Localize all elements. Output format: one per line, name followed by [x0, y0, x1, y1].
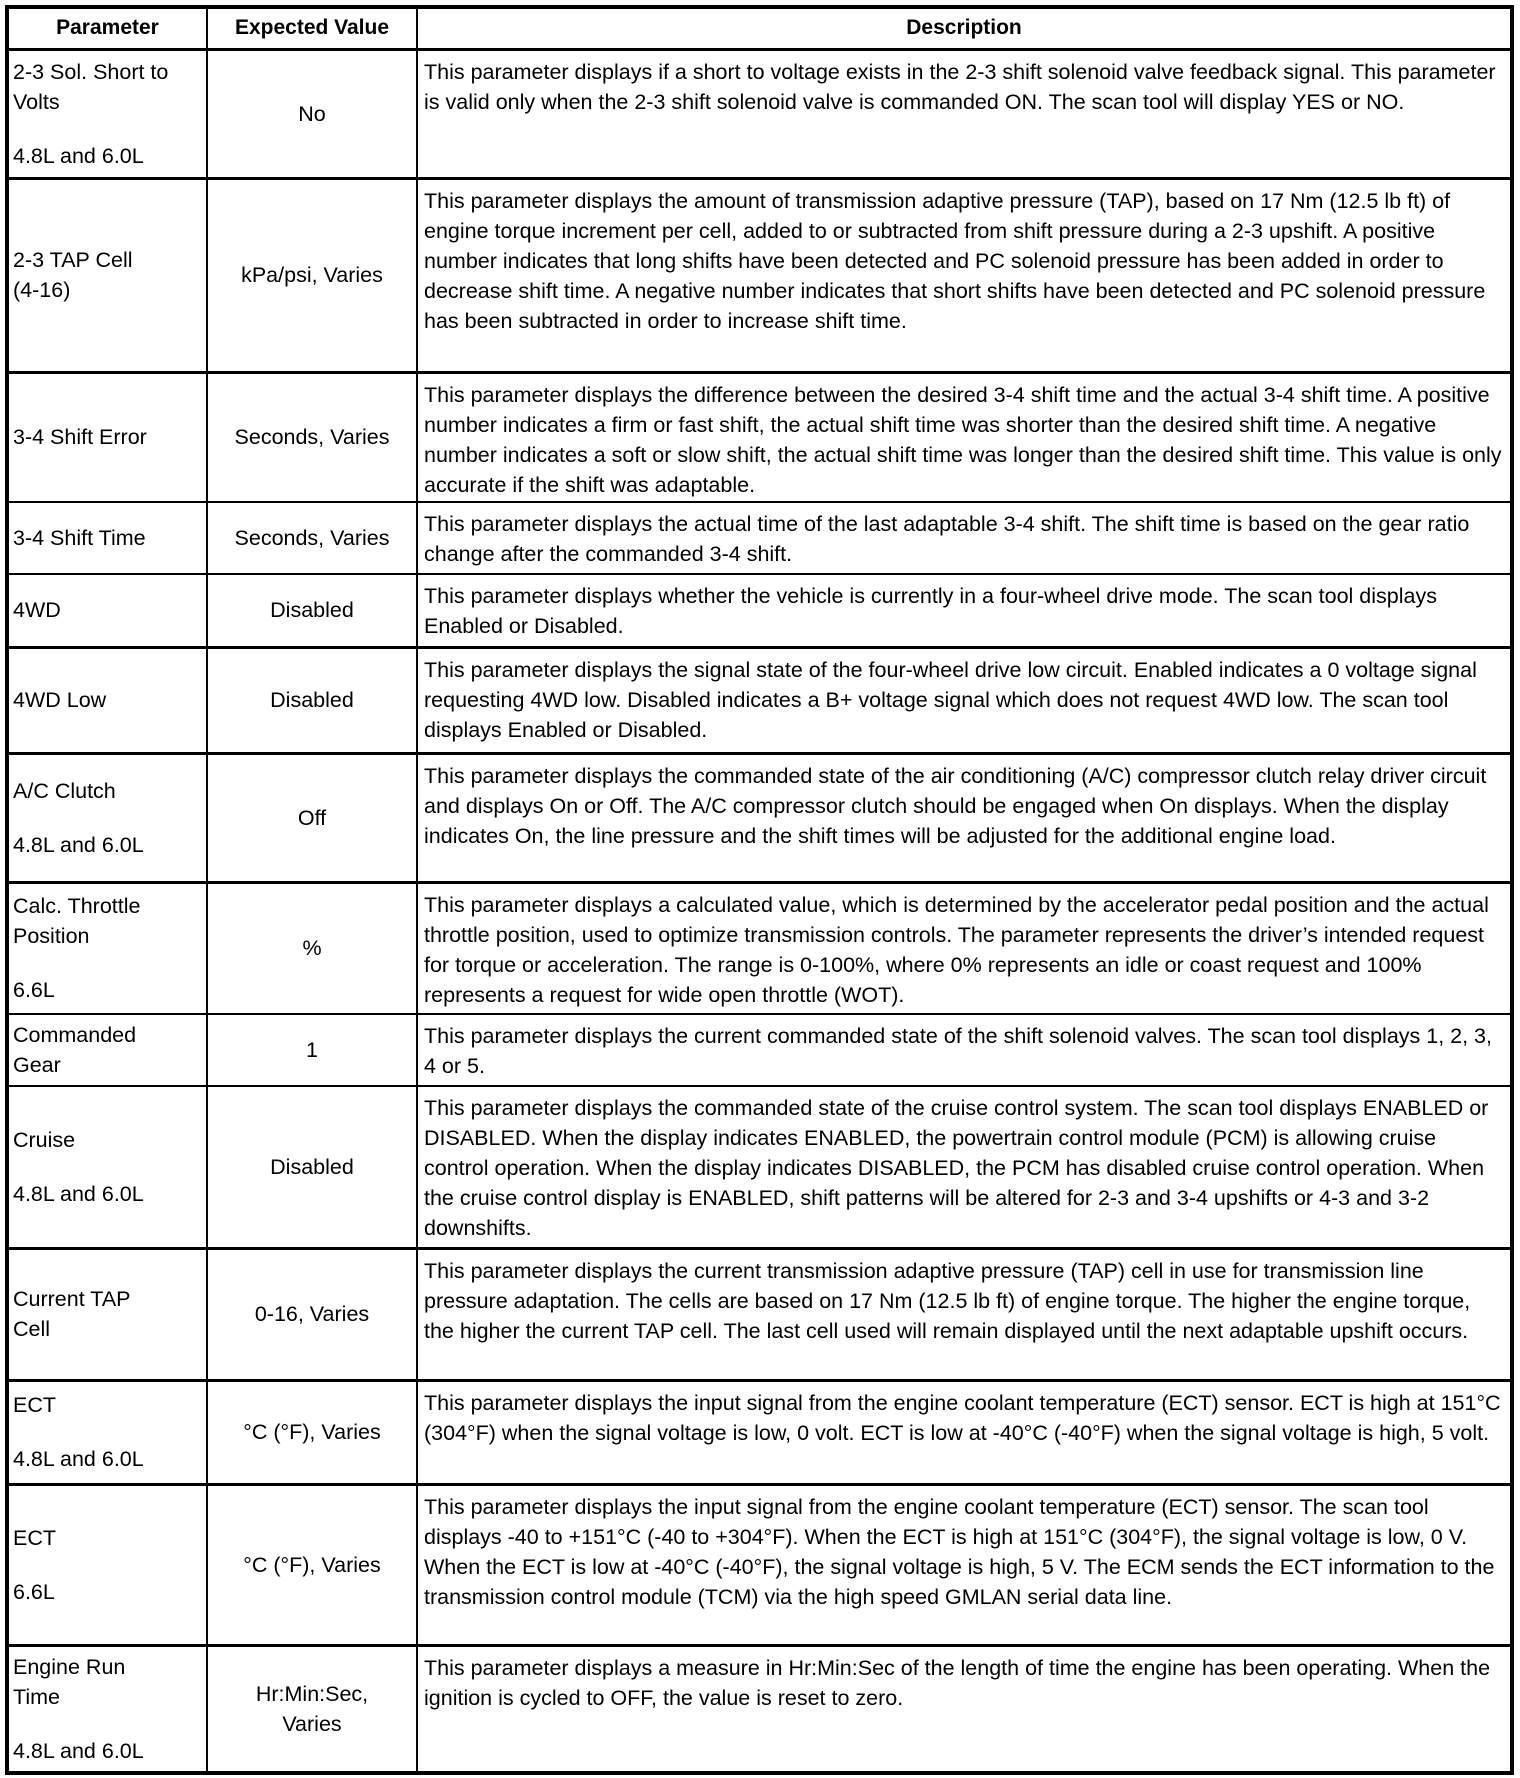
header-row	[7, 7, 1512, 49]
parameter-name: 3-4 Shift Time	[13, 526, 146, 550]
parameter-name: 4WD	[13, 598, 61, 623]
parameter-name: ECT	[13, 1525, 56, 1550]
parameter-name: Calc. Throttle Position	[13, 894, 141, 949]
parameter-name: ECT	[13, 1393, 56, 1417]
expected-value-cell: 0-16, Varies	[207, 1248, 417, 1380]
parameter-cell	[7, 647, 207, 753]
parameter-name: Commanded Gear	[13, 1023, 137, 1077]
description-cell: This parameter displays the current transmission adaptive pressure (TAP) cell in use for transmission line pressure adaptation. The cells are based on 17 Nm (12.5 lb ft) of engine torque. The higher the engine torque, the higher the current TAP cell. The last cell used will remain displayed until the next adaptable upshift occurs.	[417, 1248, 1512, 1380]
table-row	[7, 1086, 1512, 1248]
table-row	[7, 1014, 1512, 1086]
description-cell: This parameter displays whether the vehicle is currently in a four-wheel drive mode. The scan tool displays Enabled or Disabled.	[417, 574, 1512, 647]
engine-applicability: 6.6L	[13, 978, 55, 1003]
expected-value-cell: °C (°F), Varies	[207, 1380, 417, 1484]
parameter-cell	[7, 753, 207, 882]
description-cell: This parameter displays the commanded state of the air conditioning (A/C) compressor clutch relay driver circuit and displays On or Off. The A/C compressor clutch should be engaged when On displays. When the display indicates On, the line pressure and the shift times will be adjusted for the additional engine load.	[417, 753, 1512, 882]
header-parameter: Parameter	[7, 7, 207, 49]
description-cell: This parameter displays a measure in Hr:Min:Sec of the length of time the engine has been operating. When the ignition is cycled to OFF, the value is reset to zero.	[417, 1645, 1512, 1773]
description-cell: This parameter displays the signal state of the four-wheel drive low circuit. Enabled indicates a 0 voltage signal requesting 4WD low. Disabled indicates a B+ voltage signal which does not request 4WD low. The scan tool displays Enabled or Disabled.	[417, 647, 1512, 753]
description-cell: This parameter displays if a short to voltage exists in the 2-3 shift solenoid valve feedback signal. This parameter is valid only when the 2-3 shift solenoid valve is commanded ON. The scan tool will display YES or NO.	[417, 49, 1512, 178]
parameter-cell	[7, 1248, 207, 1380]
parameter-table	[5, 5, 1514, 1775]
expected-value-cell: %	[207, 882, 417, 1014]
expected-value-cell: 1	[207, 1014, 417, 1086]
table-row	[7, 502, 1512, 574]
parameter-name: Engine Run Time	[13, 1654, 126, 1709]
table-row	[7, 372, 1512, 502]
parameter-name: 4WD Low	[13, 688, 107, 712]
expected-value-cell: No	[207, 49, 417, 178]
table-row	[7, 574, 1512, 647]
table-row	[7, 1380, 1512, 1484]
table-row	[7, 753, 1512, 882]
parameter-cell	[7, 1014, 207, 1086]
description-cell: This parameter displays the actual time of the last adaptable 3-4 shift. The shift time is based on the gear ratio change after the commanded 3-4 shift.	[417, 502, 1512, 574]
description-cell: This parameter displays the input signal from the engine coolant temperature (ECT) sensor. ECT is high at 151°C (304°F) when the signal voltage is low, 0 volt. ECT is low at -40°C (-40°F) when the signal voltage is high, 5 volt.	[417, 1380, 1512, 1484]
table-row	[7, 1484, 1512, 1645]
parameter-cell	[7, 882, 207, 1014]
expected-value-cell: Seconds, Varies	[207, 502, 417, 574]
expected-value-cell: kPa/psi, Varies	[207, 178, 417, 372]
description-cell: This parameter displays the input signal from the engine coolant temperature (ECT) sensor. The scan tool displays -40 to +151°C (-40 to +304°F). When the ECT is high at 151°C (304°F), the signal voltage is low, 0 V. When the ECT is low at -40°C (-40°F), the signal voltage is high, 5 V. The ECM sends the ECT information to the transmission control module (TCM) via the high speed GMLAN serial data line.	[417, 1484, 1512, 1645]
parameter-name: 3-4 Shift Error	[13, 425, 147, 450]
parameter-cell	[7, 372, 207, 502]
parameter-cell	[7, 1086, 207, 1248]
description-cell: This parameter displays a calculated value, which is determined by the accelerator pedal position and the actual throttle position, used to optimize transmission controls. The parameter represents the driver’s intended request for torque or acceleration. The range is 0-100%, where 0% represents an idle or coast request and 100% represents a request for wide open throttle (WOT).	[417, 882, 1512, 1014]
parameter-name: Current TAP Cell	[13, 1287, 131, 1341]
parameter-cell	[7, 178, 207, 372]
engine-applicability: 4.8L and 6.0L	[13, 1447, 144, 1471]
engine-applicability: 6.6L	[13, 1579, 55, 1604]
expected-value-cell: Disabled	[207, 647, 417, 753]
table-row	[7, 178, 1512, 372]
header-description: Description	[417, 7, 1512, 49]
parameter-cell	[7, 49, 207, 178]
table-row	[7, 647, 1512, 753]
expected-value-cell: °C (°F), Varies	[207, 1484, 417, 1645]
engine-applicability: 4.8L and 6.0L	[13, 832, 144, 857]
table-row	[7, 1248, 1512, 1380]
parameter-name: A/C Clutch	[13, 778, 116, 803]
parameter-cell	[7, 1484, 207, 1645]
description-cell: This parameter displays the current commanded state of the shift solenoid valves. The scan tool displays 1, 2, 3, 4 or 5.	[417, 1014, 1512, 1086]
parameter-name: 2-3 Sol. Short to Volts	[13, 59, 169, 114]
table-row	[7, 49, 1512, 178]
expected-value-cell	[207, 1645, 417, 1773]
parameter-name: Cruise	[13, 1127, 76, 1152]
parameter-cell	[7, 574, 207, 647]
engine-applicability: 4.8L and 6.0L	[13, 1181, 144, 1206]
parameter-cell	[7, 1645, 207, 1773]
header-expected-value: Expected Value	[207, 7, 417, 49]
expected-value-cell: Disabled	[207, 1086, 417, 1248]
table-row	[7, 882, 1512, 1014]
expected-value-cell: Disabled	[207, 574, 417, 647]
description-cell: This parameter displays the commanded state of the cruise control system. The scan tool displays ENABLED or DISABLED. When the display indicates ENABLED, the powertrain control module (PCM) is allowing cruise control operation. When the display indicates DISABLED, the PCM has disabled cruise control operation. When the cruise control display is ENABLED, shift patterns will be altered for 2-3 and 3-4 upshifts or 4-3 and 3-2 downshifts.	[417, 1086, 1512, 1248]
expected-value-text: Hr:Min:Sec, Varies	[255, 1681, 369, 1736]
expected-value-cell: Off	[207, 753, 417, 882]
expected-value-cell: Seconds, Varies	[207, 372, 417, 502]
engine-applicability: 4.8L and 6.0L	[13, 1738, 144, 1763]
description-cell: This parameter displays the amount of transmission adaptive pressure (TAP), based on 17 Nm (12.5 lb ft) of engine torque increment per cell, added to or subtracted from shift pressure during a 2-3 upshift. A positive number indicates that long shifts have been detected and PC solenoid pressure has been added in order to decrease shift time. A negative number indicates that short shifts have been detected and PC solenoid pressure has been subtracted in order to increase shift time.	[417, 178, 1512, 372]
parameter-cell	[7, 1380, 207, 1484]
parameter-cell	[7, 502, 207, 574]
parameter-name: 2-3 TAP Cell (4-16)	[13, 248, 133, 302]
description-cell: This parameter displays the difference between the desired 3-4 shift time and the actual 3-4 shift time. A positive number indicates a firm or fast shift, the actual shift time was shorter than the desired shift time. A negative number indicates a soft or slow shift, the actual shift time was longer than the desired shift time. This value is only accurate if the shift was adaptable.	[417, 372, 1512, 502]
engine-applicability: 4.8L and 6.0L	[13, 143, 144, 168]
table-row	[7, 1645, 1512, 1773]
